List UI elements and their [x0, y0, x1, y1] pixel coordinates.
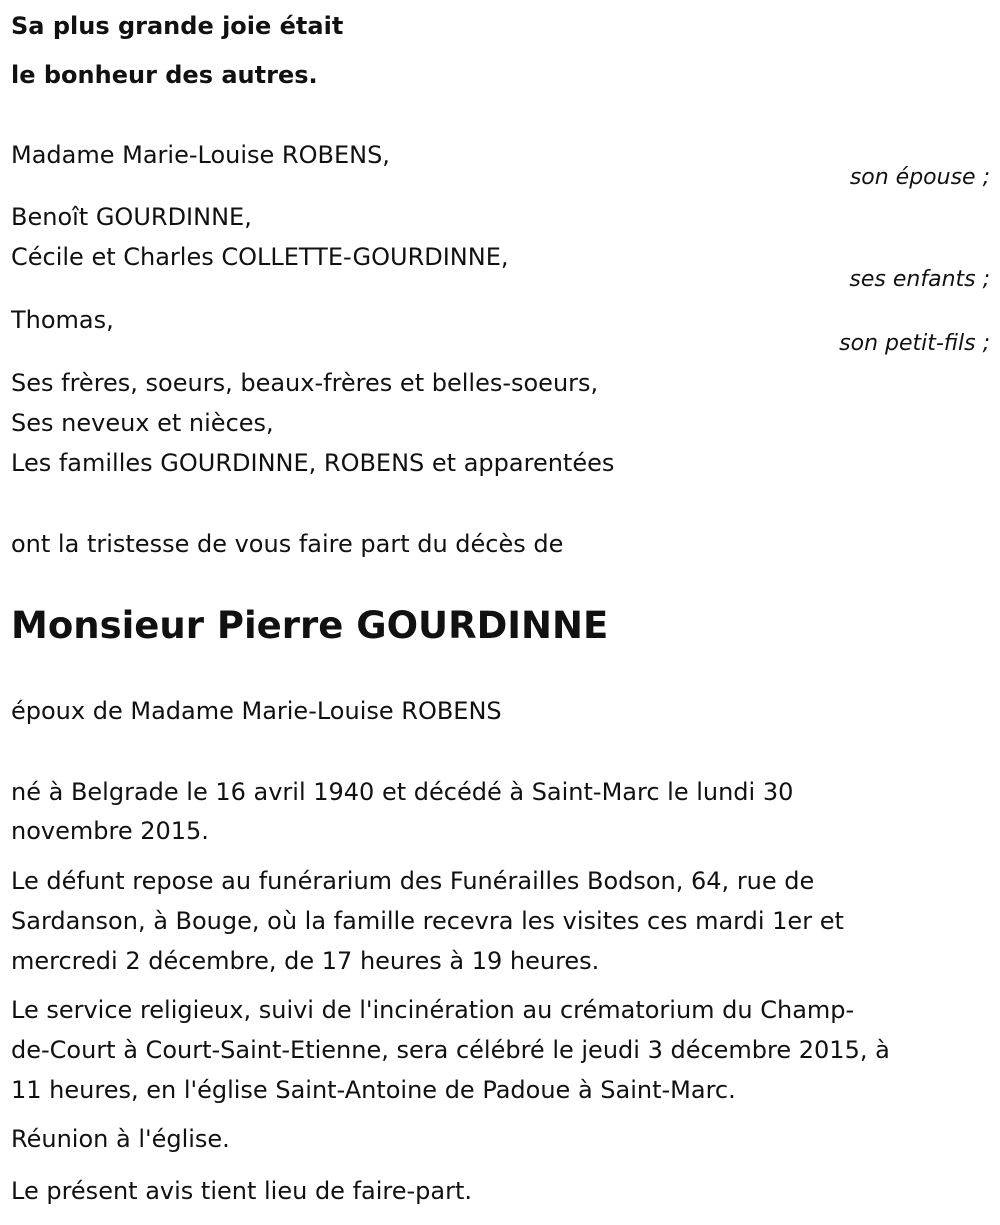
- service-line-3: 11 heures, en l'église Saint-Antoine de Padoue à Saint-Marc.: [11, 1076, 736, 1104]
- spouse-of-line: époux de Madame Marie-Louise ROBENS: [11, 697, 502, 725]
- child-2-name: Cécile et Charles COLLETTE-GOURDINNE,: [11, 243, 509, 271]
- funerarium-line-2: Sardanson, à Bouge, où la famille recevra les visites ces mardi 1er et: [11, 907, 844, 935]
- spouse-relation: son épouse ;: [849, 165, 990, 190]
- spouse-name: Madame Marie-Louise ROBENS,: [11, 141, 390, 169]
- families-line: Les familles GOURDINNE, ROBENS et apparentées: [11, 449, 615, 477]
- announcement-line: ont la tristesse de vous faire part du décès de: [11, 530, 564, 558]
- quote-line-1: Sa plus grande joie était: [11, 12, 344, 40]
- grandchild-name: Thomas,: [11, 306, 114, 334]
- grandchild-relation: son petit-fils ;: [839, 331, 990, 356]
- notice-line: Le présent avis tient lieu de faire-part.: [11, 1177, 473, 1205]
- service-line-2: de-Court à Court-Saint-Etienne, sera célébré le jeudi 3 décembre 2015, à: [11, 1036, 890, 1064]
- child-1-name: Benoît GOURDINNE,: [11, 203, 252, 231]
- siblings-line: Ses frères, soeurs, beaux-frères et belles-soeurs,: [11, 369, 599, 397]
- nephews-line: Ses neveux et nièces,: [11, 409, 274, 437]
- funerarium-line-1: Le défunt repose au funérarium des Funérailles Bodson, 64, rue de: [11, 867, 815, 895]
- quote-line-2: le bonheur des autres.: [11, 61, 318, 89]
- birth-death-line-1: né à Belgrade le 16 avril 1940 et décédé à Saint-Marc le lundi 30: [11, 778, 794, 806]
- service-line-1: Le service religieux, suivi de l'incinération au crématorium du Champ-: [11, 996, 855, 1024]
- funerarium-line-3: mercredi 2 décembre, de 17 heures à 19 heures.: [11, 947, 600, 975]
- meeting-line: Réunion à l'église.: [11, 1125, 230, 1153]
- children-relation: ses enfants ;: [849, 267, 990, 292]
- deceased-name: Monsieur Pierre GOURDINNE: [11, 604, 609, 647]
- birth-death-line-2: novembre 2015.: [11, 817, 209, 845]
